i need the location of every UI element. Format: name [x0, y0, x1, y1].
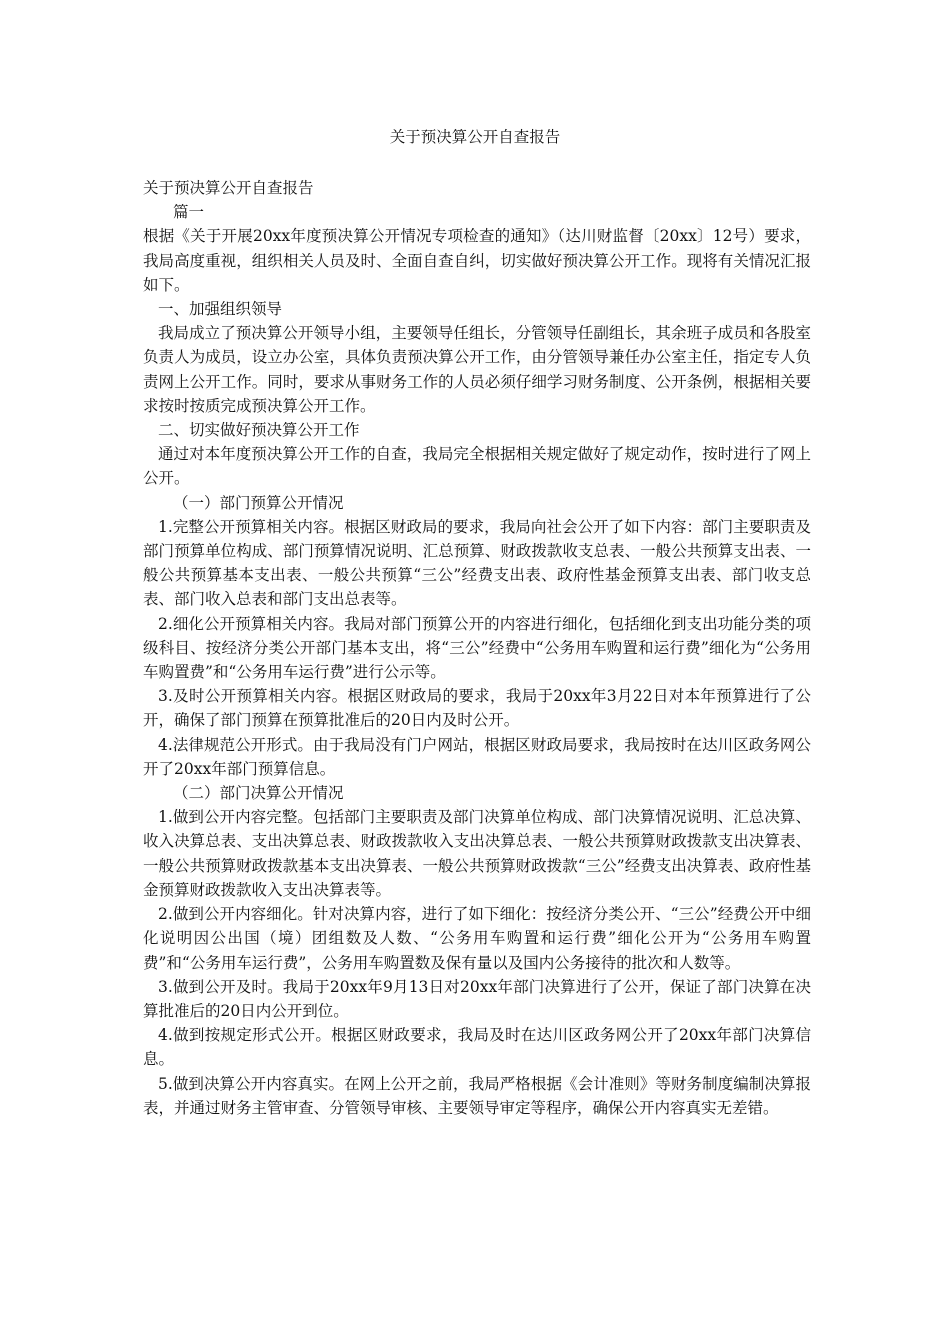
page-title: 关于预决算公开自查报告: [389, 128, 561, 146]
list-item: 1.做到公开内容完整。包括部门主要职责及部门决算单位构成、部门决算情况说明、汇总决算、收入决算总表、支出决算总表、财政拨款收入支出决算总表、一般公共预算财政拨款支出决算表、一般公共预算财政拨款基本支出决算表、一般公共预算财政拨款“三公”经费支出决算表、政府性基金预算财政拨款收入支出决算表等。: [143, 808, 811, 899]
list-item: 4.法律规范公开形式。由于我局没有门户网站，根据区财政局要求，我局按时在达川区政务网公开了20xx年部门预算信息。: [143, 735, 811, 778]
document-heading: 关于预决算公开自查报告: [143, 179, 314, 197]
document-body: [143, 176, 811, 1120]
section-heading: 一、加强组织领导: [158, 300, 283, 319]
list-item: 1.完整公开预算相关内容。根据区财政局的要求，我局向社会公开了如下内容：部门主要职责及部门预算单位构成、部门预算情况说明、汇总预算、财政拨款收支总表、一般公共预算支出表、一般公共预算基本支出表、一般公共预算“三公”经费支出表、政府性基金预算支出表、部门收支总表、部门收入总表和部门支出总表等。: [143, 517, 811, 609]
intro-paragraph: 根据《关于开展20xx年度预决算公开情况专项检查的通知》（达川财监督〔20xx〕12号）要求，我局高度重视，组织相关人员及时、全面自查自纠，切实做好预决算公开工作。现将有关情况汇报如下。: [143, 227, 811, 294]
body-paragraph: 通过对本年度预决算公开工作的自查，我局完全根据相关规定做好了规定动作，按时进行了网上公开。: [143, 445, 811, 488]
list-item: 3.及时公开预算相关内容。根据区财政局的要求，我局于20xx年3月22日对本年预算进行了公开，确保了部门预算在预算批准后的20日内及时公开。: [143, 687, 811, 730]
section-heading: 二、切实做好预决算公开工作: [158, 421, 360, 440]
list-item: 3.做到公开及时。我局于20xx年9月13日对20xx年部门决算进行了公开，保证了部门决算在决算批准后的20日内公开到位。: [143, 977, 811, 1020]
list-item: 5.做到决算公开内容真实。在网上公开之前，我局严格根据《会计准则》等财务制度编制决算报表，并通过财务主管审查、分管领导审核、主要领导审定等程序，确保公开内容真实无差错。: [143, 1074, 811, 1117]
section-label: 篇一: [173, 203, 205, 222]
subsection-heading: （一）部门预算公开情况: [173, 493, 344, 512]
body-paragraph: 我局成立了预决算公开领导小组，主要领导任组长，分管领导任副组长，其余班子成员和各股室负责人为成员，设立办公室，具体负责预决算公开工作，由分管领导兼任办公室主任，指定专人负责网上公开工作。同时，要求从事财务工作的人员必须仔细学习财务制度、公开条例，根据相关要求按时按质完成预决算公开工作。: [143, 324, 811, 415]
list-item: 2.做到公开内容细化。针对决算内容，进行了如下细化：按经济分类公开、“三公”经费公开中细化说明因公出国（境）团组数及人数、“公务用车购置和运行费”细化公开为“公务用车购置费”和“公务用车运行费”，公务用车购置数及保有量以及国内公务接待的批次和人数等。: [143, 905, 811, 972]
subsection-heading: （二）部门决算公开情况: [173, 784, 344, 803]
list-item: 2.细化公开预算相关内容。我局对部门预算公开的内容进行细化，包括细化到支出功能分类的项级科目、按经济分类公开部门基本支出，将“三公”经费中“公务用车购置和运行费”细化为“公务用车购置费”和“公务用车运行费”进行公示等。: [143, 614, 811, 682]
list-item: 4.做到按规定形式公开。根据区财政要求，我局及时在达川区政务网公开了20xx年部门决算信息。: [143, 1026, 811, 1069]
